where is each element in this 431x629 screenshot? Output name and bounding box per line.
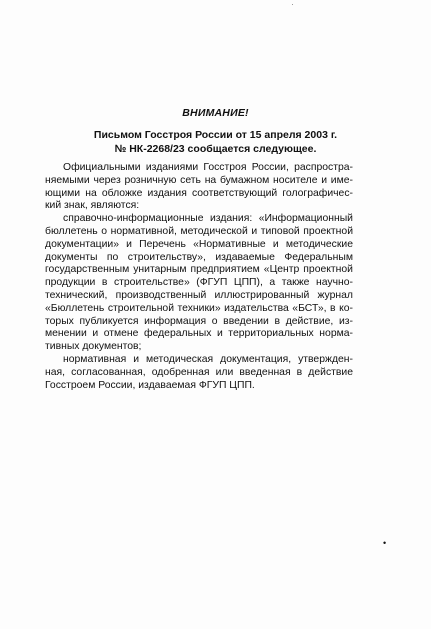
- corner-mark-icon: •: [383, 538, 387, 548]
- subheading-line-1: Письмом Госстроя России от 15 апреля 2003 г.: [93, 129, 338, 141]
- paragraph-normative-documentation: нормативная и методическая документация, утвержденная, согласованная, одобренная или введенная в действие Госстроем России, издаваемая ФГУП ЦПП.: [45, 353, 353, 391]
- notice-subheading: [40, 128, 391, 156]
- paragraph-reference-publications: справочно-информационные издания: «Информационный бюллетень о нормативной, методической и типовой проектной документации» и Перечень «Нормативные и методические документы по строительству», издаваемые Федеральным государственным унитарным предприятием «Центр проектной продукции в строительстве» (ФГУП ЦПП), а также научно-технический, производственный иллюстрированный журнал «Бюллетень строительной техники» издательства «БСТ», в которых публикуется информация о введении в действие, изменении и отмене федеральных и территориальных нормативных документов;: [45, 213, 353, 353]
- notice-heading: ВНИМАНИЕ!: [182, 107, 249, 119]
- print-speck: [292, 4, 293, 5]
- notice-body: [45, 162, 353, 392]
- subheading-line-2: № НК-2268/23 сообщается следующее.: [114, 143, 317, 155]
- paragraph-intro: Официальными изданиями Госстроя России, распространяемыми через розничную сеть на бумажном носителе и имеющими на обложке издания соответствующий голографический знак, являются:: [45, 162, 353, 212]
